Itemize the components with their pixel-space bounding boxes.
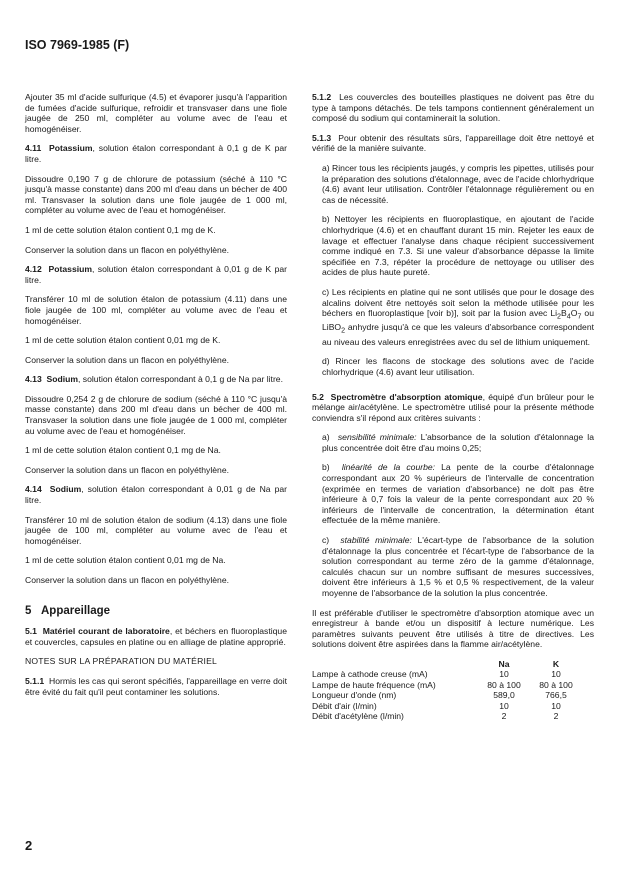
clause-4-14: 4.14 Sodium, solution étalon correspondant à 0,01 g de Na par litre.	[25, 484, 287, 506]
criterion-b: b) linéarité de la courbe: La pente de la courbe d'étalonnage correspondant aux 20 % supérieurs de l'intervalle de concentration (exprimée en termes de variation d'absorbance) ne dolt pas être inférieure à 0,7 fois la valeur de la pente correspondant aux 20 % inférieurs de l'intervalle de concentration, la détermination étant effectuée de la même manière.	[322, 462, 595, 526]
list-item: d) Rincer les flacons de stockage des solutions avec de l'acide chlorhydrique (4.6) avant leur utilisation.	[322, 356, 594, 377]
paragraph: Conserver la solution dans un flacon en polyéthylène.	[25, 464, 229, 475]
list-item: c) Les récipients en platine qui ne sont utilisés que pour le dosage des alcalins doivent être nettoyés soit selon la méthode utilisée pour les béchers en fluoroplastique [voir b)], soit par la fusion avec $Li_2B_4O_7$ ou LiBO$_2$ anhydre jusqu'à ce que les valeurs d'absorbance correspondent au niveau des valeurs enregistrées avec du sel de lithium uniquement.	[322, 286, 594, 347]
clause-5-2: 5.2 Spectromètre d'absorption atomique, équipé d'un brûleur pour le mélange air/acétylène. Le spectromètre utilisé pour la présente méthode conviendra s'il répond aux critères suivants :	[312, 391, 594, 423]
paragraph: 1 ml de cette solution étalon contient 0,1 mg de Na.	[25, 445, 221, 456]
clause-4-11: 4.11 Potassium, solution étalon correspondant à 0,1 g de K par litre.	[25, 143, 287, 164]
criterion-a: a) sensibilité minimale: L'absorbance de la solution d'étalonnage la plus concentrée doit être d'au moins 0,25;	[322, 432, 594, 453]
right-column	[312, 92, 594, 721]
left-column	[25, 92, 287, 706]
paragraph: Conserver la solution dans un flacon en polyéthylène.	[25, 575, 229, 585]
table-row: Lampe de haute fréquence (mA) 80 à 100 80 à 100	[312, 679, 573, 690]
paragraph: Conserver la solution dans un flacon en polyéthylène.	[25, 354, 229, 365]
paragraph: Transférer 10 ml de solution étalon de sodium (4.13) dans une fiole jaugée de 100 ml, compléter au volume avec de l'eau et homogénéiser.	[25, 514, 287, 546]
paragraph: Ajouter 35 ml d'acide sulfurique (4.5) et évaporer jusqu'à l'apparition de fumées d'acide sulfurique, refroidir et transvaser dans une fiole jaugée de 250 ml, compléter au volume avec de l'eau et homogénéiser.	[25, 92, 287, 134]
table-header-row: Na K	[498, 658, 560, 669]
paragraph: Il est préférable d'utiliser le spectromètre d'absorption atomique avec un enregistreur à bande et/ou un dispositif à lecture numérique. Les paramètres suivants peuvent être utilisés à titre de directives. Les solutions doivent être aspirées dans la flamme air/acétylène.	[312, 607, 594, 650]
clause-5-1-2: 5.1.2 Les couvercles des bouteilles plastiques ne doivent pas être du type à tampons détachés. De tels tampons contiennent généralement un composé du sodium qui contaminerait la solution.	[312, 92, 595, 124]
table-row: Longueur d'onde (nm) 589,0 766,5	[312, 690, 567, 701]
clause-5-1-1: 5.1.1 Hormis les cas qui seront spécifiés, l'appareillage en verre doit être évité du fait qu'il peut contaminer les solutions.	[25, 675, 288, 697]
document-header: ISO 7969-1985 (F)	[25, 38, 130, 52]
notes-heading: NOTES SUR LA PRÉPARATION DU MATÉRIEL	[25, 656, 217, 667]
section-heading-5: 5 Appareillage	[25, 604, 111, 617]
clause-4-12: 4.12 Potassium, solution étalon correspondant à 0,01 g de K par litre.	[25, 264, 287, 285]
clause-4-13: 4.13 Sodium, solution étalon correspondant à 0,1 g de Na par litre.	[25, 374, 283, 385]
paragraph: Conserver la solution dans un flacon en polyéthylène.	[25, 244, 229, 255]
list-item: b) Nettoyer les récipients en fluoroplastique, en ajoutant de l'acide chlorhydrique (4.6) et en chauffant durant 15 min. Rejeter les eaux de lavage et effectuer l'analyse dans chaque récipient successivement comme indiqué en 7.3. Si une valeur d'absorbance dépasse la limite spécifiée en 7.3, répéter la procédure de nettoyage ou utiliser des acides de plus haute pureté.	[322, 214, 594, 278]
clause-5-1-3: 5.1.3 Pour obtenir des résultats sûrs, l'appareillage doit être nettoyé et vérifié de la manière suivante.	[312, 132, 594, 154]
page-number: 2	[25, 838, 33, 853]
parameters-table	[312, 659, 582, 721]
criterion-c: c) stabilité minimale: L'écart-type de l'absorbance de la solution d'étalonnage la plus concentrée et l'écart-type de l'absorbance de la solution correspondant au terme zéro de la gamme d'étalonnage, calculés chacun sur un nombre suffisant de mesures successives, doivent être inférieurs à 1,5 % et 0,5 % respectivement, de la valeur moyenne de l'absorbance de la solution la plus concentrée.	[322, 535, 594, 598]
table-row: Débit d'air (l/min) 10 10	[312, 700, 561, 711]
paragraph: 1 ml de cette solution étalon contient 0,01 mg de Na.	[25, 555, 226, 566]
paragraph: Dissoudre 0,254 2 g de chlorure de sodium (séché à 110 °C jusqu'à masse constante) dans 200 ml d'eau dans un bécher de 400 ml. Transvaser la solution dans une fiole jaugée de 1 000 ml, compléter au volume avec de l'eau et homogénéiser.	[25, 393, 287, 436]
paragraph: Transférer 10 ml de solution étalon de potassium (4.11) dans une fiole jaugée de 100 ml, compléter au volume avec de l'eau et homogénéiser.	[25, 294, 287, 326]
list-item: a) Rincer tous les récipients jaugés, y compris les pipettes, utilisés pour la préparation des solutions d'étalonnage, avec de l'acide chlorhydrique (4.6) avant leur utilisation. Contrôler l'étalonnage régulièrement ou en cas de nécessité.	[322, 162, 594, 205]
paragraph: 1 ml de cette solution étalon contient 0,01 mg de K.	[25, 335, 221, 346]
paragraph: Dissoudre 0,190 7 g de chlorure de potassium (séché à 110 °C jusqu'à masse constante) dans 200 ml d'eau dans un bécher de 400 ml. Transvaser la solution dans une fiole jaugée de 1 000 ml, compléter au volume avec de l'eau et homogénéiser.	[25, 173, 287, 216]
clause-5-1: 5.1 Matériel courant de laboratoire, et béchers en fluoroplastique et couvercles, capsules en platine ou en alliage de platine approprié.	[25, 626, 287, 647]
table-row: Lampe à cathode creuse (mA) 10 10	[312, 669, 561, 680]
table-row: Débit d'acétylène (l/min) 2 2	[312, 711, 559, 721]
paragraph: 1 ml de cette solution étalon contient 0,1 mg de K.	[25, 224, 216, 235]
